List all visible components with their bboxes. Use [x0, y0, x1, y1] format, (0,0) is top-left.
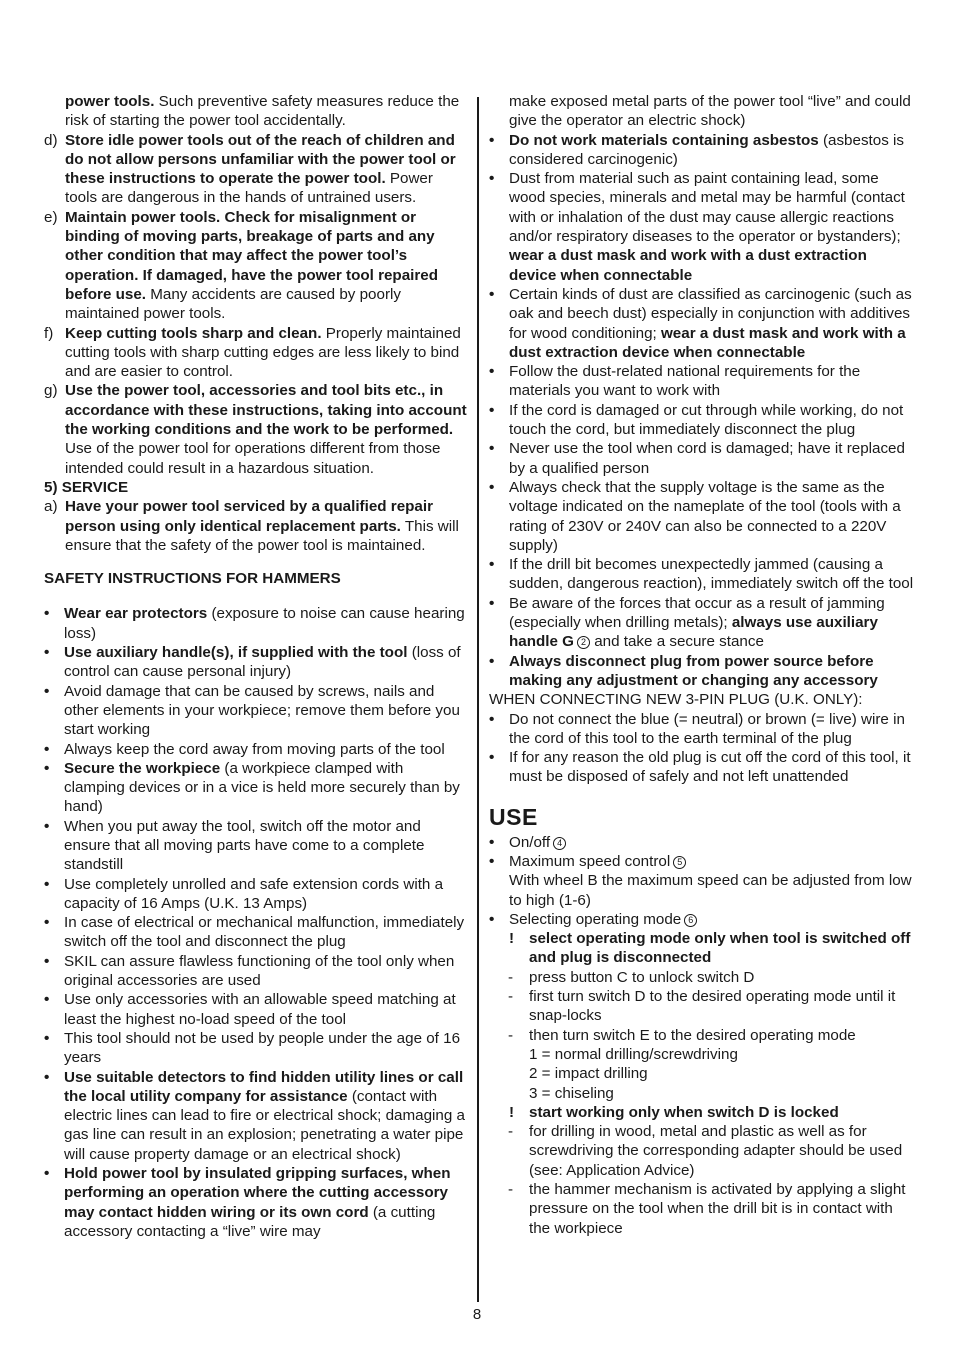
dash-marker: - — [508, 988, 514, 1006]
bullet-icon: • — [44, 1029, 50, 1047]
mode-step — [489, 1122, 917, 1180]
bullet-icon: • — [489, 852, 495, 870]
callout-number-icon: 2 — [577, 636, 590, 649]
uk-bullet-text: Do not connect the blue (= neutral) or brown (= live) wire in the cord of this tool to the earth terminal of the plug — [509, 710, 905, 747]
intro-bold: power tools. — [65, 93, 155, 110]
mode-warning-text: select operating mode only when tool is switched off and plug is disconnected — [529, 930, 911, 967]
item-g — [44, 381, 468, 477]
warning-icon: ! — [509, 1103, 515, 1121]
list-item-bold: Hold power tool by insulated gripping surfaces, when performing an operation where the cutting accessory may contact hidden wiring or its own cord — [64, 1165, 451, 1221]
start-warning-text: start working only when switch D is locked — [529, 1103, 839, 1121]
list-item-text: (a workpiece clamped with clamping devices or in a vice is held more securely than by hand) — [64, 759, 460, 816]
list-item-text: SKIL can assure flawless functioning of the tool only when original accessories are used — [64, 952, 455, 990]
list-item-bold: wear a dust mask and work with a dust extraction device when connectable — [509, 324, 906, 361]
mode-step-text: first turn switch D to the desired operating mode until it snap-locks — [529, 988, 896, 1025]
list-item — [489, 285, 917, 362]
column-divider — [477, 97, 479, 1302]
list-item — [44, 604, 468, 643]
right-column — [489, 92, 917, 1238]
bullet-icon: • — [489, 749, 495, 767]
item-d-label: d) — [44, 131, 58, 149]
bullet-icon: • — [489, 710, 495, 728]
mode-step — [489, 987, 917, 1026]
list-item-text: When you put away the tool, switch off the motor and ensure that all moving parts have come to a complete standstill — [64, 817, 425, 874]
jamming-bold: always use auxiliary handle G — [509, 614, 878, 651]
use-onoff — [489, 833, 917, 852]
list-item — [44, 1164, 468, 1241]
bullet-icon: • — [44, 1165, 50, 1183]
bullet-icon: • — [489, 440, 495, 458]
list-item-text: Always keep the cord away from moving parts of the tool — [64, 740, 445, 758]
warning-icon: ! — [509, 930, 515, 948]
item-f — [44, 324, 468, 382]
list-item-text: Use only accessories with an allowable speed matching at least the highest no-load speed of the tool — [64, 991, 456, 1028]
list-item-text: In case of electrical or mechanical malfunction, immediately switch off the tool and disconnect the plug — [64, 914, 465, 951]
list-item-text: Dust from material such as paint containing lead, some wood species, minerals and metal may be harmful (contact with or inhalation of the dust may cause allergic reactions and/or respiratory diseases to the operator or bystanders); — [509, 170, 905, 246]
list-item-text: (a cutting accessory contacting a “live” wire may — [64, 1203, 436, 1240]
service-item-a-text: This will ensure that the safety of the power tool is maintained. — [65, 517, 459, 554]
list-item — [489, 131, 917, 170]
uk-plug-heading: WHEN CONNECTING NEW 3-PIN PLUG (U.K. ONLY): — [489, 691, 863, 709]
bullet-icon: • — [44, 759, 50, 777]
mode-option: 3 = chiseling — [529, 1084, 614, 1102]
service-heading: 5) SERVICE — [44, 478, 129, 496]
list-item — [44, 682, 468, 740]
bullet-icon: • — [44, 817, 50, 835]
mode-step-text: then turn switch E to the desired operating mode — [529, 1026, 856, 1044]
item-d — [44, 131, 468, 208]
bullet-icon: • — [489, 478, 495, 496]
bullet-icon: • — [44, 682, 50, 700]
mode-step — [489, 1026, 917, 1103]
list-item-bold: Use auxiliary handle(s), if supplied with the tool — [64, 644, 408, 662]
bullet-icon: • — [44, 914, 50, 932]
list-item — [44, 1029, 468, 1068]
list-item-text: If the drill bit becomes unexpectedly jammed (causing a sudden, dangerous reaction), immediately switch off the tool — [509, 556, 914, 593]
bullet-icon: • — [489, 910, 495, 928]
dust-safety-list — [489, 131, 917, 594]
speed-description: With wheel B the maximum speed can be adjusted from low to high (1-6) — [509, 872, 912, 909]
bullet-icon: • — [489, 401, 495, 419]
list-item — [44, 990, 468, 1029]
list-item — [44, 740, 468, 759]
list-item — [489, 362, 917, 401]
jamming-text-end: and take a secure stance — [589, 633, 764, 651]
mode-option: 1 = normal drilling/screwdriving — [529, 1045, 738, 1063]
item-f-bold: Keep cutting tools sharp and clean. — [65, 324, 322, 342]
list-item-text: (loss of control can cause personal injury) — [64, 644, 461, 681]
service-item-a — [44, 497, 468, 555]
mode-step-text: the hammer mechanism is activated by applying a slight pressure on the tool when the drill bit is in contact with the workpiece — [529, 1181, 906, 1237]
list-item-text: This tool should not be used by people under the age of 16 years — [64, 1029, 461, 1067]
list-item-text: (exposure to noise can cause hearing loss) — [64, 605, 465, 642]
list-item — [44, 875, 468, 914]
hammer-safety-list — [44, 604, 468, 1241]
intro-paragraph — [44, 92, 468, 131]
jamming-text: Be aware of the forces that occur as a result of jamming (especially when drilling metals); — [509, 594, 885, 632]
dash-marker: - — [508, 1026, 514, 1044]
list-item-bold: Wear ear protectors — [64, 605, 208, 623]
mode-step-text: press button C to unlock switch D — [529, 968, 755, 986]
bullet-icon: • — [44, 740, 50, 758]
list-item — [489, 401, 917, 440]
list-item-text: (asbestos is considered carcinogenic) — [509, 131, 904, 168]
bullet-icon: • — [44, 991, 50, 1009]
item-d-bold: Store idle power tools out of the reach of children and do not allow persons unfamiliar with the power tool or these instructions to operate the power tool. — [65, 131, 456, 188]
item-e-label: e) — [44, 208, 58, 226]
uk-bullet-text: If for any reason the old plug is cut off the cord of this tool, it must be disposed of safely and not left unattended — [509, 749, 911, 786]
list-item-text: Never use the tool when cord is damaged; have it replaced by a qualified person — [509, 440, 905, 477]
callout-number-icon: 5 — [673, 856, 686, 869]
mode-step — [489, 968, 917, 987]
service-item-a-bold: Have your power tool serviced by a qualified repair person using only identical replacement parts. — [65, 498, 433, 535]
bullet-icon: • — [44, 605, 50, 623]
bullet-icon: • — [489, 833, 495, 851]
use-mode — [489, 910, 917, 929]
bullet-icon: • — [489, 363, 495, 381]
bullet-icon: • — [489, 556, 495, 574]
list-item — [44, 1068, 468, 1164]
hammers-heading: SAFETY INSTRUCTIONS FOR HAMMERS — [44, 570, 341, 588]
left-column — [44, 92, 468, 1241]
service-item-a-label: a) — [44, 498, 58, 516]
mode-label: Selecting operating mode — [509, 910, 682, 928]
mode-step-text: for drilling in wood, metal and plastic as well as for screwdriving the corresponding adapter should be used (see: Application Advice) — [529, 1123, 903, 1179]
onoff-label: On/off — [509, 833, 551, 851]
dash-marker: - — [508, 1181, 514, 1199]
callout-number-icon: 4 — [553, 837, 566, 850]
list-item-text: Use completely unrolled and safe extension cords with a capacity of 16 Amps (U.K. 13 Amps) — [64, 875, 444, 912]
mode-step — [489, 1180, 917, 1238]
bullet-icon: • — [44, 952, 50, 970]
list-item-bold: Use suitable detectors to find hidden utility lines or call the local utility company for assistance — [64, 1068, 464, 1105]
item-f-text: Properly maintained cutting tools with sharp cutting edges are less likely to bind and are easier to control. — [65, 324, 461, 381]
item-e-text: Many accidents are caused by poorly maintained power tools. — [65, 285, 401, 323]
jamming-bullet — [489, 594, 917, 652]
item-e — [44, 208, 468, 324]
dash-marker: - — [508, 968, 514, 986]
use-heading: USE — [489, 803, 538, 830]
bullet-icon: • — [44, 875, 50, 893]
bullet-icon: • — [44, 644, 50, 662]
uk-bullet — [489, 710, 917, 749]
dash-marker: - — [508, 1123, 514, 1141]
list-item-text: Avoid damage that can be caused by screws, nails and other elements in your workpiece; remove them before you start working — [64, 682, 460, 739]
item-g-bold: Use the power tool, accessories and tool bits etc., in accordance with these instructions, taking into account the working conditions and the work to be performed. — [65, 382, 467, 439]
mode-option: 2 = impact drilling — [529, 1065, 648, 1083]
list-item — [489, 555, 917, 594]
list-item — [44, 643, 468, 682]
list-item — [44, 817, 468, 875]
item-f-label: f) — [44, 324, 54, 342]
list-item-text: Follow the dust-related national requirements for the materials you want to work with — [509, 363, 861, 400]
list-item-bold: Do not work materials containing asbestos — [509, 131, 819, 149]
list-item — [44, 759, 468, 817]
unplug-bullet — [489, 652, 917, 691]
list-item-text: (contact with electric lines can lead to fire or electrical shock; damaging a gas line can result in an explosion; penetrating a water pipe will cause property damage or an electrical shock) — [64, 1087, 465, 1163]
intro-text: Such preventive safety measures reduce the risk of starting the power tool accidentally. — [65, 93, 460, 130]
speed-label: Maximum speed control — [509, 852, 671, 870]
bullet-icon: • — [489, 285, 495, 303]
list-item-bold: Secure the workpiece — [64, 759, 221, 777]
item-g-label: g) — [44, 382, 58, 400]
list-item — [489, 478, 917, 555]
use-speed — [489, 852, 917, 910]
list-item-text: Certain kinds of dust are classified as carcinogenic (such as oak and beech dust) especially in conjunction with additives for wood conditioning; — [509, 285, 912, 342]
list-item — [44, 952, 468, 991]
item-e-bold: Maintain power tools. Check for misalignment or binding of moving parts, breakage of parts and any other condition that may affect the power tool’s operation. If damaged, have the power tool repaired before use. — [65, 208, 439, 303]
item-d-text: Power tools are dangerous in the hands of untrained users. — [65, 170, 433, 207]
list-item-text: If the cord is damaged or cut through while working, do not touch the cord, but immediately disconnect the plug — [509, 401, 904, 439]
continuation-text: make exposed metal parts of the power tool “live” and could give the operator an electric shock) — [509, 93, 911, 130]
page-number: 8 — [472, 1306, 482, 1323]
unplug-bold: Always disconnect plug from power source before making any adjustment or changing any accessory — [509, 652, 878, 689]
list-item-bold: wear a dust mask and work with a dust extraction device when connectable — [509, 247, 867, 284]
bullet-icon: • — [489, 170, 495, 188]
uk-bullet — [489, 748, 917, 787]
list-item-text: Always check that the supply voltage is the same as the voltage indicated on the nameplate of the tool (tools with a rating of 230V or 240V can also be connected to a 220V supply) — [509, 478, 901, 554]
list-item — [489, 439, 917, 478]
list-item — [44, 913, 468, 952]
bullet-icon: • — [489, 594, 495, 612]
bullet-icon: • — [44, 1068, 50, 1086]
bullet-icon: • — [489, 652, 495, 670]
start-warning — [489, 1103, 917, 1122]
list-item — [489, 169, 917, 285]
item-g-text: Use of the power tool for operations different from those intended could result in a hazardous situation. — [65, 440, 441, 477]
bullet-icon: • — [489, 131, 495, 149]
callout-number-icon: 6 — [684, 914, 697, 927]
mode-warning — [489, 929, 917, 968]
